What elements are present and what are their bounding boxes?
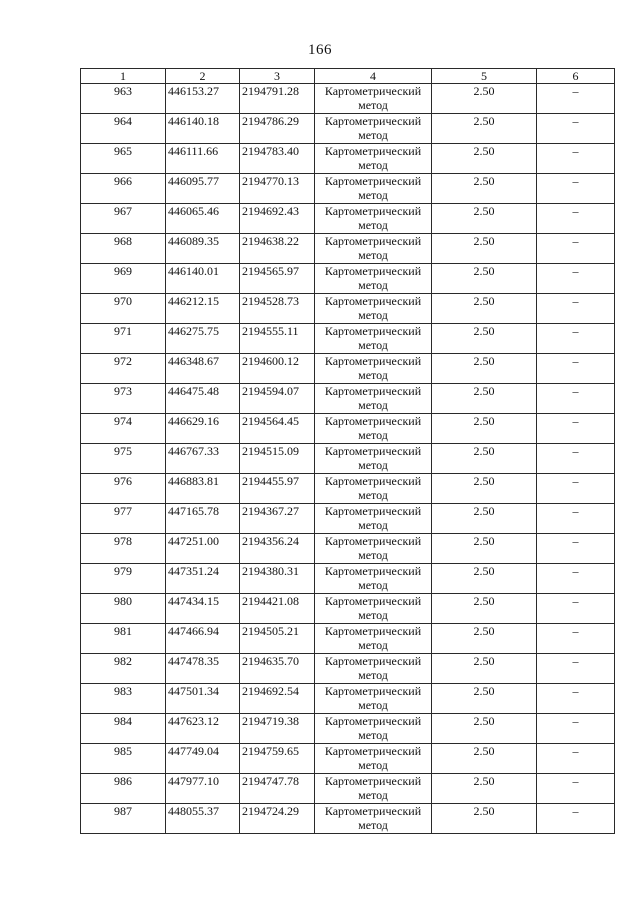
description-cell: – <box>537 144 615 174</box>
method-cell <box>315 114 432 144</box>
y-coordinate-cell: 2194635.70 <box>240 654 315 684</box>
method-cell <box>315 174 432 204</box>
point-number-cell: 972 <box>81 354 166 384</box>
method-cell <box>315 204 432 234</box>
table-row <box>81 714 615 744</box>
description-cell: – <box>537 444 615 474</box>
x-coordinate-cell: 447501.34 <box>166 684 240 714</box>
accuracy-cell: 2.50 <box>432 114 537 144</box>
coordinates-table <box>80 68 615 834</box>
accuracy-cell: 2.50 <box>432 654 537 684</box>
table-row <box>81 564 615 594</box>
table-row <box>81 114 615 144</box>
point-number-cell: 975 <box>81 444 166 474</box>
method-text: Картометрический метод <box>324 234 422 262</box>
description-cell: – <box>537 324 615 354</box>
method-cell <box>315 714 432 744</box>
y-coordinate-cell: 2194380.31 <box>240 564 315 594</box>
header-col-6: 6 <box>537 69 615 84</box>
table-row <box>81 414 615 444</box>
table-row <box>81 744 615 774</box>
accuracy-cell: 2.50 <box>432 504 537 534</box>
y-coordinate-cell: 2194692.54 <box>240 684 315 714</box>
method-text: Картометрический метод <box>324 714 422 742</box>
method-text: Картометрический метод <box>324 534 422 562</box>
description-cell: – <box>537 804 615 834</box>
description-cell: – <box>537 744 615 774</box>
method-text: Картометрический метод <box>324 684 422 712</box>
point-number-cell: 964 <box>81 114 166 144</box>
x-coordinate-cell: 446475.48 <box>166 384 240 414</box>
y-coordinate-cell: 2194505.21 <box>240 624 315 654</box>
description-cell: – <box>537 204 615 234</box>
header-col-4: 4 <box>315 69 432 84</box>
y-coordinate-cell: 2194791.28 <box>240 84 315 114</box>
y-coordinate-cell: 2194759.65 <box>240 744 315 774</box>
method-cell <box>315 144 432 174</box>
point-number-cell: 984 <box>81 714 166 744</box>
method-cell <box>315 294 432 324</box>
y-coordinate-cell: 2194455.97 <box>240 474 315 504</box>
method-text: Картометрический метод <box>324 504 422 532</box>
x-coordinate-cell: 446883.81 <box>166 474 240 504</box>
table-row <box>81 774 615 804</box>
method-cell <box>315 234 432 264</box>
description-cell: – <box>537 594 615 624</box>
y-coordinate-cell: 2194356.24 <box>240 534 315 564</box>
method-cell <box>315 534 432 564</box>
table-body <box>81 84 615 834</box>
y-coordinate-cell: 2194638.22 <box>240 234 315 264</box>
x-coordinate-cell: 447977.10 <box>166 774 240 804</box>
method-cell <box>315 354 432 384</box>
x-coordinate-cell: 446212.15 <box>166 294 240 324</box>
accuracy-cell: 2.50 <box>432 84 537 114</box>
x-coordinate-cell: 447466.94 <box>166 624 240 654</box>
accuracy-cell: 2.50 <box>432 714 537 744</box>
y-coordinate-cell: 2194783.40 <box>240 144 315 174</box>
x-coordinate-cell: 446153.27 <box>166 84 240 114</box>
accuracy-cell: 2.50 <box>432 744 537 774</box>
accuracy-cell: 2.50 <box>432 804 537 834</box>
point-number-cell: 982 <box>81 654 166 684</box>
point-number-cell: 965 <box>81 144 166 174</box>
y-coordinate-cell: 2194600.12 <box>240 354 315 384</box>
header-col-1: 1 <box>81 69 166 84</box>
table-row <box>81 624 615 654</box>
y-coordinate-cell: 2194564.45 <box>240 414 315 444</box>
description-cell: – <box>537 384 615 414</box>
accuracy-cell: 2.50 <box>432 414 537 444</box>
description-cell: – <box>537 684 615 714</box>
table-row <box>81 84 615 114</box>
point-number-cell: 977 <box>81 504 166 534</box>
method-text: Картометрический метод <box>324 294 422 322</box>
table-row <box>81 384 615 414</box>
method-cell <box>315 594 432 624</box>
x-coordinate-cell: 446089.35 <box>166 234 240 264</box>
point-number-cell: 974 <box>81 414 166 444</box>
accuracy-cell: 2.50 <box>432 474 537 504</box>
accuracy-cell: 2.50 <box>432 354 537 384</box>
accuracy-cell: 2.50 <box>432 204 537 234</box>
method-text: Картометрический метод <box>324 204 422 232</box>
description-cell: – <box>537 294 615 324</box>
description-cell: – <box>537 714 615 744</box>
header-row <box>81 69 615 84</box>
x-coordinate-cell: 447351.24 <box>166 564 240 594</box>
point-number-cell: 968 <box>81 234 166 264</box>
x-coordinate-cell: 446275.75 <box>166 324 240 354</box>
x-coordinate-cell: 447165.78 <box>166 504 240 534</box>
accuracy-cell: 2.50 <box>432 264 537 294</box>
method-cell <box>315 684 432 714</box>
x-coordinate-cell: 447478.35 <box>166 654 240 684</box>
y-coordinate-cell: 2194367.27 <box>240 504 315 534</box>
accuracy-cell: 2.50 <box>432 324 537 354</box>
y-coordinate-cell: 2194565.97 <box>240 264 315 294</box>
accuracy-cell: 2.50 <box>432 684 537 714</box>
method-text: Картометрический метод <box>324 804 422 832</box>
point-number-cell: 969 <box>81 264 166 294</box>
table-row <box>81 174 615 204</box>
method-text: Картометрический метод <box>324 444 422 472</box>
method-text: Картометрический метод <box>324 324 422 352</box>
method-cell <box>315 504 432 534</box>
description-cell: – <box>537 84 615 114</box>
method-text: Картометрический метод <box>324 384 422 412</box>
table-row <box>81 474 615 504</box>
y-coordinate-cell: 2194555.11 <box>240 324 315 354</box>
point-number-cell: 980 <box>81 594 166 624</box>
y-coordinate-cell: 2194692.43 <box>240 204 315 234</box>
description-cell: – <box>537 474 615 504</box>
y-coordinate-cell: 2194594.07 <box>240 384 315 414</box>
x-coordinate-cell: 446095.77 <box>166 174 240 204</box>
table-row <box>81 534 615 564</box>
point-number-cell: 976 <box>81 474 166 504</box>
point-number-cell: 979 <box>81 564 166 594</box>
table-row <box>81 294 615 324</box>
accuracy-cell: 2.50 <box>432 774 537 804</box>
point-number-cell: 978 <box>81 534 166 564</box>
header-col-5: 5 <box>432 69 537 84</box>
table-row <box>81 234 615 264</box>
description-cell: – <box>537 264 615 294</box>
method-text: Картометрический метод <box>324 264 422 292</box>
description-cell: – <box>537 234 615 264</box>
x-coordinate-cell: 446065.46 <box>166 204 240 234</box>
method-text: Картометрический метод <box>324 774 422 802</box>
accuracy-cell: 2.50 <box>432 144 537 174</box>
y-coordinate-cell: 2194786.29 <box>240 114 315 144</box>
table-row <box>81 324 615 354</box>
description-cell: – <box>537 354 615 384</box>
method-cell <box>315 444 432 474</box>
description-cell: – <box>537 774 615 804</box>
method-cell <box>315 264 432 294</box>
method-text: Картометрический метод <box>324 474 422 502</box>
y-coordinate-cell: 2194515.09 <box>240 444 315 474</box>
accuracy-cell: 2.50 <box>432 564 537 594</box>
accuracy-cell: 2.50 <box>432 234 537 264</box>
x-coordinate-cell: 447749.04 <box>166 744 240 774</box>
point-number-cell: 963 <box>81 84 166 114</box>
x-coordinate-cell: 446348.67 <box>166 354 240 384</box>
x-coordinate-cell: 446140.01 <box>166 264 240 294</box>
table-row <box>81 444 615 474</box>
description-cell: – <box>537 534 615 564</box>
x-coordinate-cell: 446629.16 <box>166 414 240 444</box>
table-row <box>81 684 615 714</box>
description-cell: – <box>537 114 615 144</box>
table-row <box>81 354 615 384</box>
y-coordinate-cell: 2194719.38 <box>240 714 315 744</box>
method-cell <box>315 474 432 504</box>
method-cell <box>315 84 432 114</box>
x-coordinate-cell: 446111.66 <box>166 144 240 174</box>
description-cell: – <box>537 564 615 594</box>
x-coordinate-cell: 447251.00 <box>166 534 240 564</box>
accuracy-cell: 2.50 <box>432 594 537 624</box>
accuracy-cell: 2.50 <box>432 624 537 654</box>
method-cell <box>315 384 432 414</box>
point-number-cell: 985 <box>81 744 166 774</box>
x-coordinate-cell: 446767.33 <box>166 444 240 474</box>
description-cell: – <box>537 654 615 684</box>
table-row <box>81 204 615 234</box>
description-cell: – <box>537 624 615 654</box>
accuracy-cell: 2.50 <box>432 534 537 564</box>
table-row <box>81 654 615 684</box>
method-cell <box>315 744 432 774</box>
point-number-cell: 971 <box>81 324 166 354</box>
method-cell <box>315 324 432 354</box>
table-row <box>81 804 615 834</box>
y-coordinate-cell: 2194724.29 <box>240 804 315 834</box>
method-cell <box>315 414 432 444</box>
table-row <box>81 504 615 534</box>
x-coordinate-cell: 447434.15 <box>166 594 240 624</box>
description-cell: – <box>537 174 615 204</box>
point-number-cell: 987 <box>81 804 166 834</box>
method-text: Картометрический метод <box>324 174 422 202</box>
table-header <box>81 69 615 84</box>
description-cell: – <box>537 504 615 534</box>
y-coordinate-cell: 2194747.78 <box>240 774 315 804</box>
method-text: Картометрический метод <box>324 624 422 652</box>
header-col-2: 2 <box>166 69 240 84</box>
point-number-cell: 966 <box>81 174 166 204</box>
method-text: Картометрический метод <box>324 114 422 142</box>
method-cell <box>315 774 432 804</box>
x-coordinate-cell: 446140.18 <box>166 114 240 144</box>
method-text: Картометрический метод <box>324 414 422 442</box>
method-text: Картометрический метод <box>324 594 422 622</box>
point-number-cell: 986 <box>81 774 166 804</box>
method-cell <box>315 654 432 684</box>
point-number-cell: 983 <box>81 684 166 714</box>
method-cell <box>315 804 432 834</box>
method-cell <box>315 564 432 594</box>
y-coordinate-cell: 2194421.08 <box>240 594 315 624</box>
point-number-cell: 967 <box>81 204 166 234</box>
point-number-cell: 970 <box>81 294 166 324</box>
method-text: Картометрический метод <box>324 744 422 772</box>
page-number: 166 <box>308 42 332 58</box>
y-coordinate-cell: 2194528.73 <box>240 294 315 324</box>
y-coordinate-cell: 2194770.13 <box>240 174 315 204</box>
method-text: Картометрический метод <box>324 654 422 682</box>
accuracy-cell: 2.50 <box>432 294 537 324</box>
description-cell: – <box>537 414 615 444</box>
method-text: Картометрический метод <box>324 354 422 382</box>
method-text: Картометрический метод <box>324 144 422 172</box>
method-cell <box>315 624 432 654</box>
point-number-cell: 973 <box>81 384 166 414</box>
point-number-cell: 981 <box>81 624 166 654</box>
x-coordinate-cell: 448055.37 <box>166 804 240 834</box>
table-row <box>81 594 615 624</box>
accuracy-cell: 2.50 <box>432 444 537 474</box>
method-text: Картометрический метод <box>324 84 422 112</box>
method-text: Картометрический метод <box>324 564 422 592</box>
table-row <box>81 144 615 174</box>
accuracy-cell: 2.50 <box>432 384 537 414</box>
header-col-3: 3 <box>240 69 315 84</box>
accuracy-cell: 2.50 <box>432 174 537 204</box>
x-coordinate-cell: 447623.12 <box>166 714 240 744</box>
table-row <box>81 264 615 294</box>
